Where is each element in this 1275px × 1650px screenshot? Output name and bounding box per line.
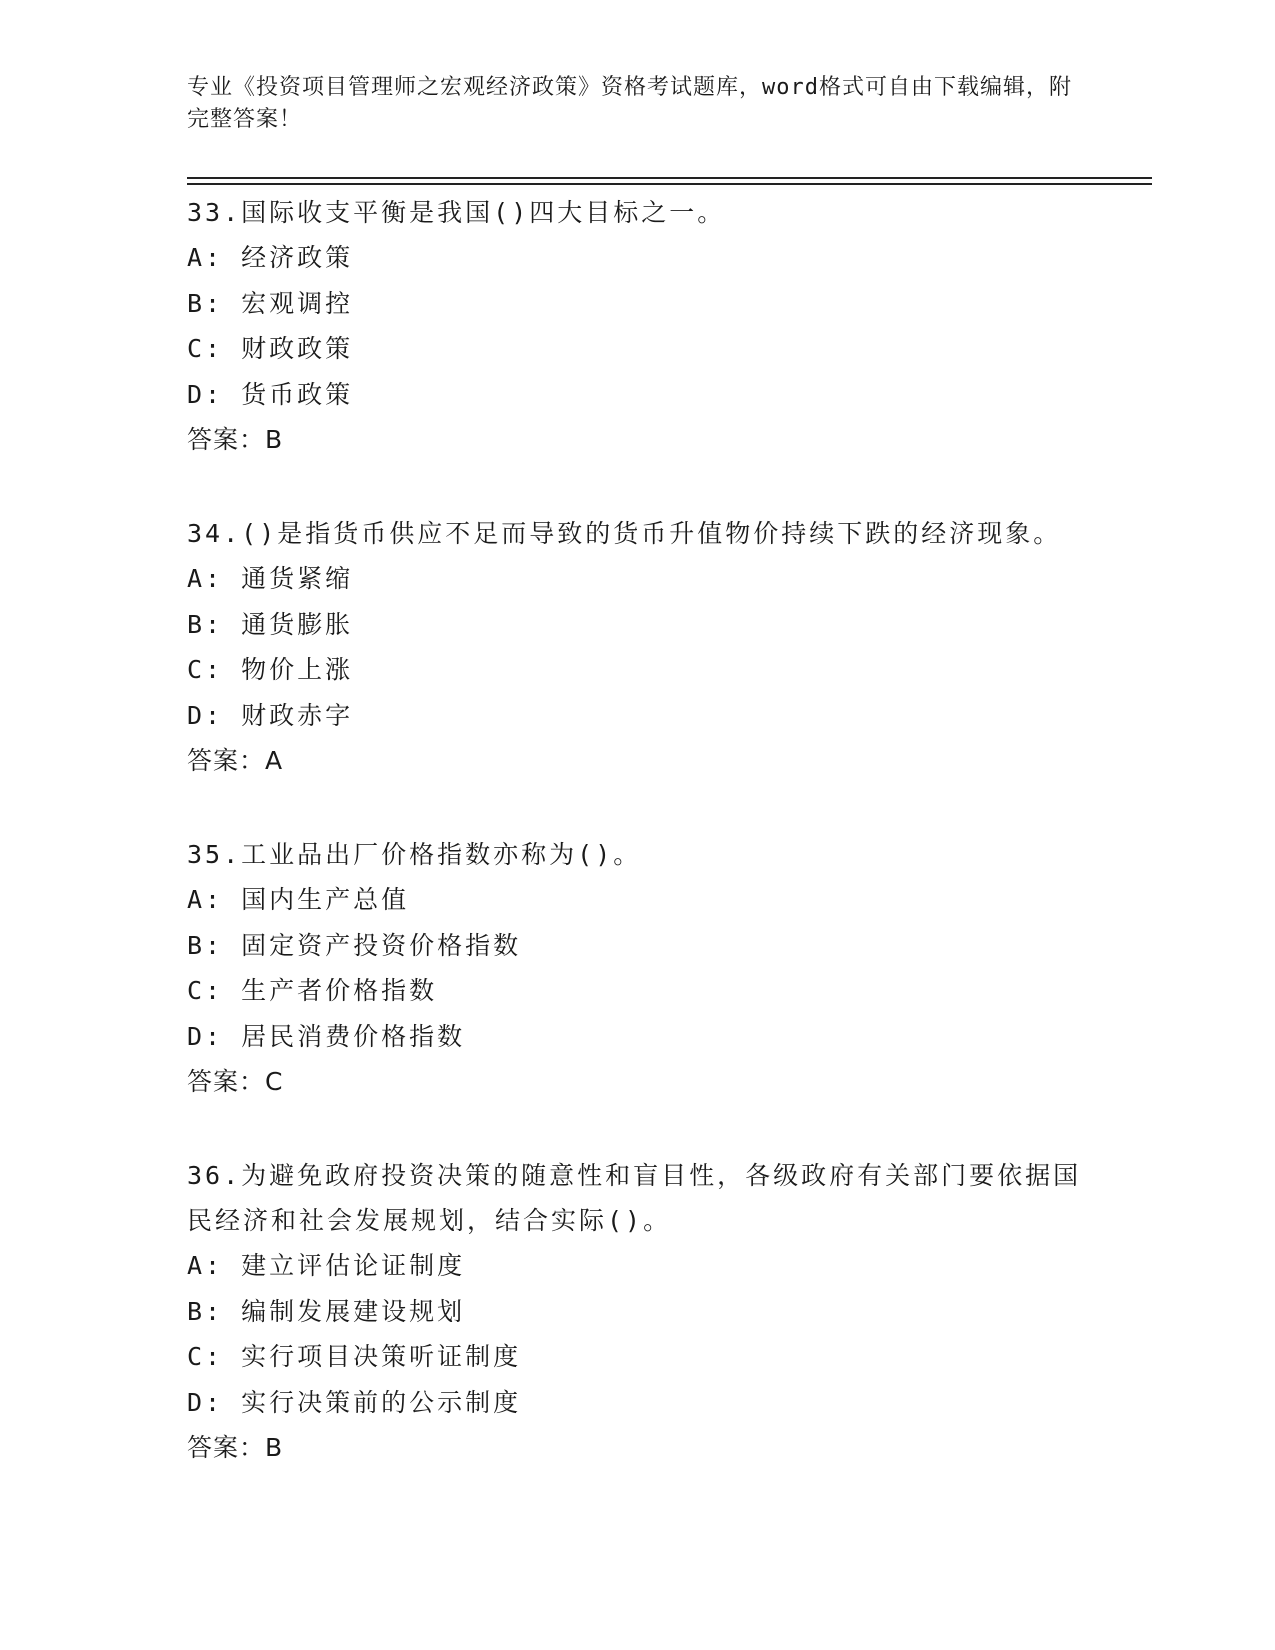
question-33 — [187, 190, 1087, 463]
option-b: B: 固定资产投资价格指数 — [187, 930, 522, 960]
question-35 — [187, 832, 1087, 1105]
question-stem: 36.为避免政府投资决策的随意性和盲目性，各级政府有关部门要依据国民经济和社会发展规划，结合实际()。 — [187, 1161, 1082, 1235]
option-a: A: 通货紧缩 — [187, 564, 354, 593]
answer-line: 答案：C — [187, 1067, 284, 1096]
option-d: D: 货币政策 — [187, 379, 354, 409]
option-d: D: 财政赤字 — [187, 700, 354, 730]
option-b: B: 通货膨胀 — [187, 609, 354, 639]
question-list — [187, 190, 1087, 1519]
question-stem: 34.()是指货币供应不足而导致的货币升值物价持续下跌的经济现象。 — [187, 519, 1062, 548]
option-c: C: 实行项目决策听证制度 — [187, 1342, 522, 1371]
option-d: D: 实行决策前的公示制度 — [187, 1387, 522, 1417]
question-stem: 33.国际收支平衡是我国()四大目标之一。 — [187, 198, 726, 227]
option-c: C: 生产者价格指数 — [187, 976, 438, 1005]
question-34 — [187, 511, 1087, 784]
option-b: B: 编制发展建设规划 — [187, 1296, 466, 1326]
document-header — [187, 72, 1077, 136]
header-intro-text: 专业《投资项目管理师之宏观经济政策》资格考试题库，word格式可自由下载编辑，附完整答案！ — [187, 75, 1072, 132]
question-36 — [187, 1153, 1087, 1471]
option-a: A: 经济政策 — [187, 243, 354, 272]
option-a: A: 建立评估论证制度 — [187, 1251, 466, 1280]
option-c: C: 财政政策 — [187, 334, 354, 363]
option-c: C: 物价上涨 — [187, 655, 354, 684]
header-divider-top — [187, 177, 1152, 179]
option-b: B: 宏观调控 — [187, 288, 354, 318]
answer-line: 答案：B — [187, 425, 284, 454]
answer-line: 答案：A — [187, 746, 284, 775]
question-stem: 35.工业品出厂价格指数亦称为()。 — [187, 840, 642, 869]
option-a: A: 国内生产总值 — [187, 885, 410, 914]
header-divider-bottom — [187, 183, 1152, 185]
option-d: D: 居民消费价格指数 — [187, 1021, 466, 1051]
answer-line: 答案：B — [187, 1433, 284, 1462]
